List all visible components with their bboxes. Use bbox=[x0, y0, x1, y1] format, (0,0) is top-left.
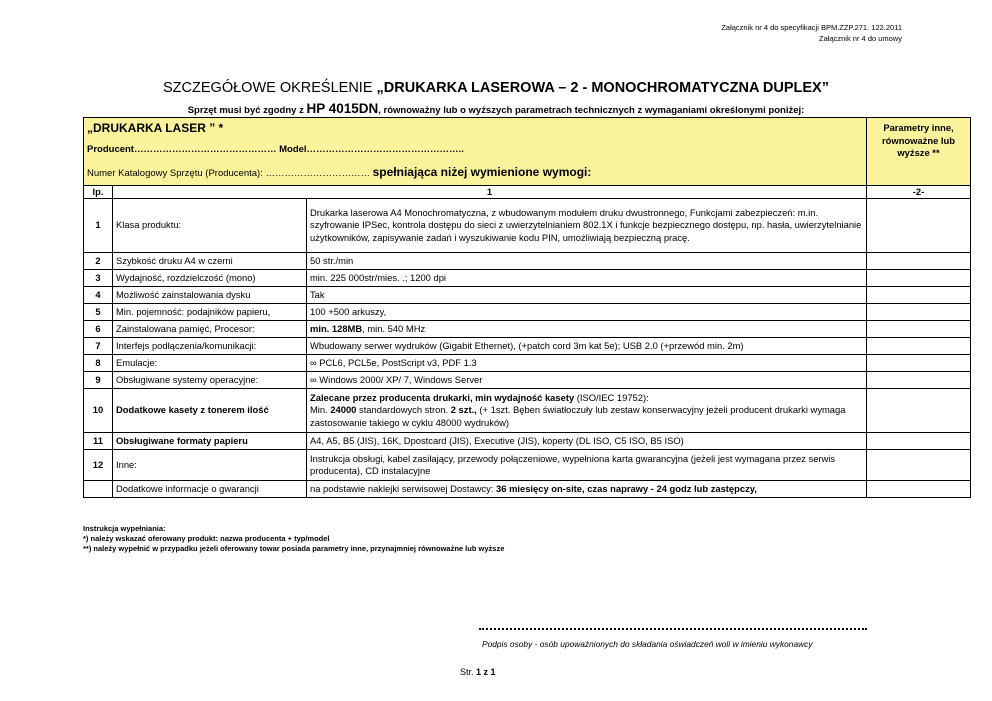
row-params-cell[interactable] bbox=[867, 287, 971, 304]
title-prefix: SZCZEGÓŁOWE OKREŚLENIE bbox=[163, 80, 377, 96]
instructions-note-2: **) należy wypełnić w przypadku jeżeli oferowany towar posiada parametry inne, przynajmniej równoważne lub wyższe bbox=[83, 544, 505, 553]
catalog-label: Numer Katalogowy Sprzętu (Producenta): …………………………… bbox=[87, 168, 373, 179]
table-row bbox=[84, 199, 971, 253]
row-params-cell[interactable] bbox=[867, 481, 971, 498]
row-number: 10 bbox=[84, 389, 113, 433]
row-number: 12 bbox=[84, 450, 113, 481]
instructions-title: Instrukcja wypełniania: bbox=[83, 524, 166, 533]
table-row bbox=[84, 481, 971, 498]
title-bold: „DRUKARKA LASEROWA – 2 - MONOCHROMATYCZNA DUPLEX” bbox=[376, 80, 829, 96]
table-row bbox=[84, 389, 971, 433]
row-number: 7 bbox=[84, 338, 113, 355]
row-params-cell[interactable] bbox=[867, 355, 971, 372]
row-params-cell[interactable] bbox=[867, 270, 971, 287]
document-subtitle bbox=[0, 101, 992, 116]
params-header: Parametry inne, równoważne lub wyższe ** bbox=[867, 118, 971, 186]
row-value-line2-e: (+ 1szt. Bęben światłoczuły lub zestaw konserwacyjny jeżeli producent drukarki wymaga zastosowanie takiego w cyklu 48000 wydruków) bbox=[310, 404, 846, 428]
row-number: 8 bbox=[84, 355, 113, 372]
row-number: 3 bbox=[84, 270, 113, 287]
table-row bbox=[84, 433, 971, 450]
row-value: min. 225 000str/mies. .; 1200 dpi bbox=[307, 270, 867, 287]
row-label: Dodatkowe informacje o gwarancji bbox=[113, 481, 307, 498]
row-label: Min. pojemność: podajników papieru, bbox=[113, 304, 307, 321]
row-value: A4, A5, B5 (JIS), 16K, Dpostcard (JIS), Executive (JIS), koperty (DL ISO, C5 ISO, B5 ISO) bbox=[307, 433, 867, 450]
instructions bbox=[83, 524, 504, 554]
subtitle-suffix: , równoważny lub o wyższych parametrach technicznych z wymaganiami określonymi poniżej: bbox=[378, 105, 805, 116]
spec-table bbox=[83, 117, 971, 498]
row-params-cell[interactable] bbox=[867, 199, 971, 253]
table-row bbox=[84, 450, 971, 481]
header-main-cell bbox=[84, 118, 867, 186]
row-label: Obsługiwane formaty papieru bbox=[113, 433, 307, 450]
row-value bbox=[307, 389, 867, 433]
row-params-cell[interactable] bbox=[867, 433, 971, 450]
catalog-number-line bbox=[87, 166, 863, 181]
row-params-cell[interactable] bbox=[867, 372, 971, 389]
row-value: 50 str./min bbox=[307, 253, 867, 270]
row-label: Szybkość druku A4 w czerni bbox=[113, 253, 307, 270]
row-params-cell[interactable] bbox=[867, 321, 971, 338]
table-row bbox=[84, 372, 971, 389]
row-number: 9 bbox=[84, 372, 113, 389]
row-value: ∞ Windows 2000/ XP/ 7, Windows Server bbox=[307, 372, 867, 389]
page-prefix: Str. bbox=[460, 667, 477, 677]
row-label: Obsługiwane systemy operacyjne: bbox=[113, 372, 307, 389]
attachment-ref-line2: Załącznik nr 4 do umowy bbox=[819, 34, 902, 43]
row-number: 4 bbox=[84, 287, 113, 304]
table-header-row bbox=[84, 118, 971, 186]
row-label: Inne: bbox=[113, 450, 307, 481]
row-value: Drukarka laserowa A4 Monochromatyczna, z wbudowanym modułem druku dwustronnego, Funkcjami zabezpieczeń: m.in. szyfrowanie IPSec, kontrola dostępu do sieci z uwierzytelnianiem 802.1X i funkcje bezpiecznego dostępu, np. hasła, uwierzytelnianie użytkowników, zapisywanie zadań i wyszukiwanie kodu PIN, umożliwiają bezpieczną pracę. bbox=[307, 199, 867, 253]
row-number: 5 bbox=[84, 304, 113, 321]
row-number: 6 bbox=[84, 321, 113, 338]
table-row bbox=[84, 338, 971, 355]
row-value bbox=[307, 321, 867, 338]
row-params-cell[interactable] bbox=[867, 304, 971, 321]
table-row bbox=[84, 287, 971, 304]
row-value-line2-c: standardowych stron. bbox=[356, 404, 451, 416]
row-value: 100 +500 arkuszy, bbox=[307, 304, 867, 321]
row-value: Wbudowany serwer wydruków (Gigabit Ethernet), (+patch cord 3m kat 5e); USB 2.0 (+przewód min. 2m) bbox=[307, 338, 867, 355]
table-row bbox=[84, 253, 971, 270]
row-number: 2 bbox=[84, 253, 113, 270]
col-header-2: -2- bbox=[867, 185, 971, 199]
document-title bbox=[0, 80, 992, 96]
table-row bbox=[84, 304, 971, 321]
row-value-line2-b: 24000 bbox=[330, 404, 357, 416]
signature-caption: Podpis osoby - osób upoważnionych do składania oświadczeń woli w imieniu wykonawcy bbox=[482, 639, 813, 649]
row-label: Zainstalowana pamięć, Procesor: bbox=[113, 321, 307, 338]
row-value-line2-d: 2 szt., bbox=[450, 404, 477, 416]
row-number: 11 bbox=[84, 433, 113, 450]
row-number bbox=[84, 481, 113, 498]
attachment-ref-line1: Załącznik nr 4 do specyfikacji BPM.ZZP.271. 122.2011 bbox=[721, 23, 902, 32]
row-number: 1 bbox=[84, 199, 113, 253]
subtitle-prefix: Sprzęt musi być zgodny z bbox=[187, 105, 307, 116]
row-value: ∞ PCL6, PCL5e, PostScript v3, PDF 1.3 bbox=[307, 355, 867, 372]
row-value: Instrukcja obsługi, kabel zasilający, przewody połączeniowe, wypełniona karta gwarancyjna (jeżeli jest wymagana przez serwis producenta), CD instalacyjne bbox=[307, 450, 867, 481]
row-label: Możliwość zainstalowania dysku bbox=[113, 287, 307, 304]
row-label: Klasa produktu: bbox=[113, 199, 307, 253]
col-header-lp: lp. bbox=[84, 185, 113, 199]
row-value-line1-bold: Zalecane przez producenta drukarki, min wydajność kasety bbox=[310, 391, 575, 403]
row-params-cell[interactable] bbox=[867, 450, 971, 481]
producer-model-line: Producent……………………………………… Model………………………………………….. bbox=[87, 144, 464, 155]
row-label: Emulacje: bbox=[113, 355, 307, 372]
row-value-bold: min. 128MB bbox=[310, 322, 363, 334]
attachment-reference bbox=[721, 22, 902, 44]
table-row bbox=[84, 355, 971, 372]
row-value bbox=[307, 481, 867, 498]
row-value-line2-a: Min. bbox=[310, 404, 331, 416]
row-value-rest: , min. 540 MHz bbox=[362, 322, 426, 334]
column-header-row bbox=[84, 185, 971, 199]
row-label: Dodatkowe kasety z tonerem ilość bbox=[113, 389, 307, 433]
row-value-a: na podstawie naklejki serwisowej Dostawcy: bbox=[310, 482, 497, 494]
row-label: Interfejs podłączenia/komunikacji: bbox=[113, 338, 307, 355]
instructions-note-1: *) należy wskazać oferowany produkt: nazwa producenta + typ/model bbox=[83, 534, 330, 543]
row-value: Tak bbox=[307, 287, 867, 304]
table-row bbox=[84, 270, 971, 287]
row-label: Wydajność, rozdzielczość (mono) bbox=[113, 270, 307, 287]
table-row bbox=[84, 321, 971, 338]
page-value: 1 z 1 bbox=[476, 667, 496, 677]
signature-dotted-line bbox=[479, 628, 867, 630]
row-params-cell[interactable] bbox=[867, 253, 971, 270]
subtitle-model: HP 4015DN bbox=[306, 101, 379, 116]
row-value-b: 36 miesięcy on-site, czas naprawy - 24 godz lub zastępczy, bbox=[496, 482, 757, 494]
col-header-1: 1 bbox=[113, 185, 867, 199]
catalog-requirement: spełniająca niżej wymienione wymogi: bbox=[372, 165, 592, 179]
row-params-cell[interactable] bbox=[867, 338, 971, 355]
row-params-cell[interactable] bbox=[867, 389, 971, 433]
row-value-line1-rest: (ISO/IEC 19752): bbox=[574, 391, 649, 403]
page-number bbox=[460, 667, 496, 677]
product-name: „DRUKARKA LASER ” * bbox=[87, 121, 224, 135]
